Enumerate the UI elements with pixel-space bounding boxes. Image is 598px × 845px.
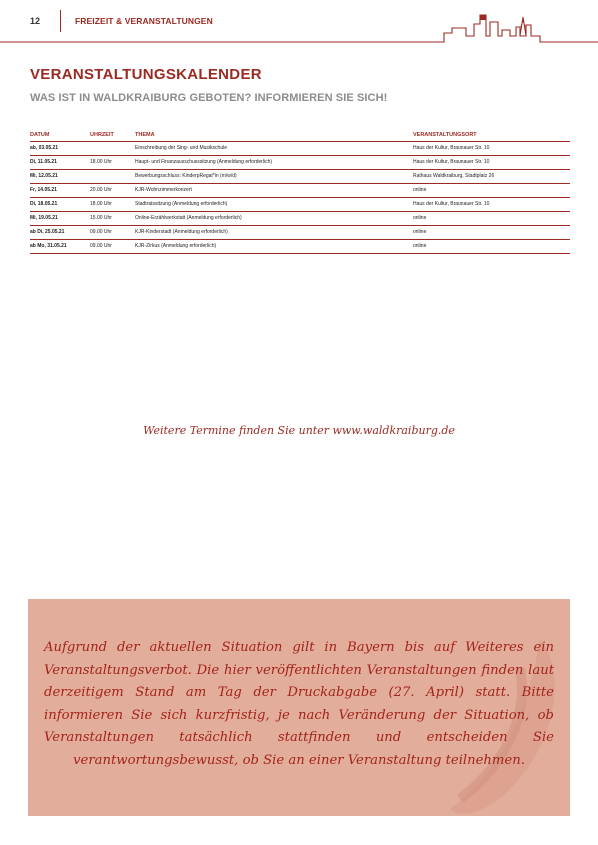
row-time: 09.00 Uhr	[90, 240, 135, 254]
row-topic: KJR-Zirkus (Anmeldung erforderlich)	[135, 240, 413, 254]
row-venue: online	[413, 226, 570, 240]
table-row	[30, 212, 570, 226]
row-venue: online	[413, 184, 570, 198]
table-row	[30, 184, 570, 198]
table-row	[30, 198, 570, 212]
row-topic: Stadtratssitzung (Anmeldung erforderlich)	[135, 198, 413, 212]
row-time	[90, 170, 135, 184]
row-date: ab Di, 25.05.21	[30, 226, 90, 240]
row-venue: online	[413, 240, 570, 254]
column-header-venue: VERANSTALTUNGSORT	[413, 130, 570, 142]
row-venue: online	[413, 212, 570, 226]
row-date: Mi, 12.05.21	[30, 170, 90, 184]
section-title: FREIZEIT & VERANSTALTUNGEN	[75, 16, 213, 26]
row-topic: Einschreibung der Sing- und Musikschule	[135, 142, 413, 156]
notice-box	[28, 599, 570, 816]
page-title: VERANSTALTUNGSKALENDER	[30, 66, 262, 83]
column-header-topic: THEMA	[135, 130, 413, 142]
row-topic: Haupt- und Finanzausschusssitzung (Anmeldung erforderlich)	[135, 156, 413, 170]
row-venue: Rathaus Waldkraiburg, Stadtplatz 26	[413, 170, 570, 184]
page-subtitle: WAS IST IN WALDKRAIBURG GEBOTEN? INFORMIEREN SIE SICH!	[30, 92, 388, 104]
row-topic: KJR-Kinderstadt (Anmeldung erforderlich)	[135, 226, 413, 240]
row-date: ab, 03.05.21	[30, 142, 90, 156]
table-row	[30, 226, 570, 240]
page-number: 12	[30, 16, 41, 26]
city-skyline-icon	[0, 0, 598, 50]
row-date: ab Mo, 31.05.21	[30, 240, 90, 254]
row-topic: Online-Erzählwerkstatt (Anmeldung erforderlich)	[135, 212, 413, 226]
events-table	[30, 130, 570, 254]
row-venue: Haus der Kultur, Braunauer Str. 10	[413, 198, 570, 212]
row-time: 20.00 Uhr	[90, 184, 135, 198]
table-row	[30, 142, 570, 156]
row-topic: KJR-Wohnzimmerkonzert	[135, 184, 413, 198]
column-header-date: DATUM	[30, 130, 90, 142]
more-events-link-text: Weitere Termine finden Sie unter www.waldkraiburg.de	[143, 424, 455, 437]
table-header-row	[30, 130, 570, 142]
row-time: 18.00 Uhr	[90, 156, 135, 170]
row-date: Fr, 14.05.21	[30, 184, 90, 198]
row-time	[90, 142, 135, 156]
row-date: Di, 18.05.21	[30, 198, 90, 212]
notice-text: Aufgrund der aktuellen Situation gilt in Bayern bis auf Weiteres ein Veranstaltungsverbot. Die hier veröffentlichten Veranstaltungen finden laut derzeitigem Stand am Tag der Druckabgabe (27. April) statt. Bitte informieren Sie sich kurzfristig, je nach Veränderung der Situation, ob Veranstaltungen tatsächlich stattfinden und entscheiden Sie verantwortungsbewusst, ob Sie an einer Veranstaltung teilnehmen.	[44, 640, 554, 768]
table-row	[30, 170, 570, 184]
row-venue: Haus der Kultur, Braunauer Str. 10	[413, 156, 570, 170]
row-time: 15.00 Uhr	[90, 212, 135, 226]
row-date: Mi, 19.05.21	[30, 212, 90, 226]
table-row	[30, 240, 570, 254]
table-row	[30, 156, 570, 170]
row-date: Di, 11.05.21	[30, 156, 90, 170]
row-venue: Haus der Kultur, Braunauer Str. 10	[413, 142, 570, 156]
column-header-time: UHRZEIT	[90, 130, 135, 142]
row-time: 18.00 Uhr	[90, 198, 135, 212]
row-topic: Bewerbungsschluss: KinderpRegat*in (m/w/d)	[135, 170, 413, 184]
row-time: 09.00 Uhr	[90, 226, 135, 240]
